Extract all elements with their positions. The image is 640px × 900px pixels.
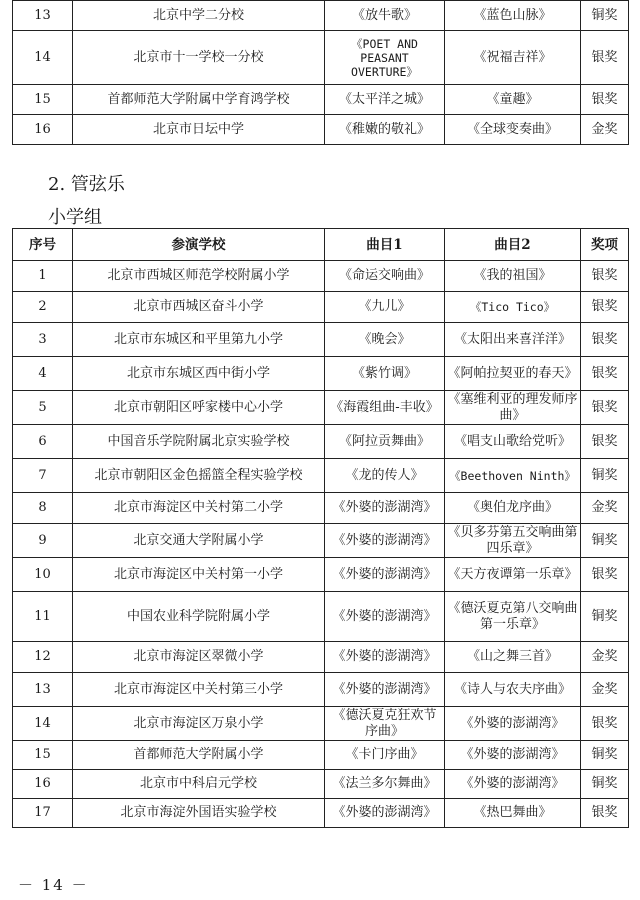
award: 银奖 <box>581 707 629 741</box>
piece-1: 《稚嫩的敬礼》 <box>325 115 445 145</box>
award: 铜奖 <box>581 770 629 799</box>
top-award-table <box>12 0 629 145</box>
row-number: 1 <box>13 261 73 292</box>
piece-2: 《贝多芬第五交响曲第四乐章》 <box>445 524 581 558</box>
piece-1: 《龙的传人》 <box>325 459 445 493</box>
piece-1: 《外婆的澎湖湾》 <box>325 524 445 558</box>
award: 银奖 <box>581 323 629 357</box>
piece-1: 《法兰多尔舞曲》 <box>325 770 445 799</box>
award: 银奖 <box>581 558 629 592</box>
table-row <box>13 799 629 828</box>
row-number: 2 <box>13 292 73 323</box>
award: 银奖 <box>581 292 629 323</box>
school-name: 北京市日坛中学 <box>73 115 325 145</box>
school-name: 北京市海淀区中关村第三小学 <box>73 673 325 707</box>
header-piece-2: 曲目2 <box>445 229 581 261</box>
header-number: 序号 <box>13 229 73 261</box>
award: 银奖 <box>581 261 629 292</box>
piece-2: 《外婆的澎湖湾》 <box>445 707 581 741</box>
piece-1: 《阿拉贡舞曲》 <box>325 425 445 459</box>
piece-2: 《诗人与农夫序曲》 <box>445 673 581 707</box>
school-name: 北京市海淀区翠微小学 <box>73 642 325 673</box>
school-name: 中国音乐学院附属北京实验学校 <box>73 425 325 459</box>
section-heading: 2. 管弦乐 <box>48 174 125 195</box>
piece-2: 《德沃夏克第八交响曲第一乐章》 <box>445 592 581 642</box>
school-name: 首都师范大学附属小学 <box>73 741 325 770</box>
table-row <box>13 642 629 673</box>
row-number: 7 <box>13 459 73 493</box>
row-number: 15 <box>13 741 73 770</box>
table-row <box>13 115 629 145</box>
school-name: 北京中学二分校 <box>73 1 325 31</box>
table-row <box>13 741 629 770</box>
table-row <box>13 85 629 115</box>
school-name: 北京市海淀区中关村第一小学 <box>73 558 325 592</box>
row-number: 15 <box>13 85 73 115</box>
row-number: 11 <box>13 592 73 642</box>
piece-1: 《太平洋之城》 <box>325 85 445 115</box>
page-number: － 14 － <box>18 876 89 894</box>
row-number: 14 <box>13 31 73 85</box>
primary-school-award-table <box>12 228 629 828</box>
row-number: 17 <box>13 799 73 828</box>
piece-2: 《太阳出来喜洋洋》 <box>445 323 581 357</box>
piece-2: 《蓝色山脉》 <box>445 1 581 31</box>
award: 银奖 <box>581 31 629 85</box>
school-name: 北京市西城区奋斗小学 <box>73 292 325 323</box>
row-number: 4 <box>13 357 73 391</box>
piece-1: 《外婆的澎湖湾》 <box>325 673 445 707</box>
school-name: 北京市东城区和平里第九小学 <box>73 323 325 357</box>
school-name: 北京市朝阳区金色摇篮全程实验学校 <box>73 459 325 493</box>
piece-2: 《塞维利亚的理发师序曲》 <box>445 391 581 425</box>
table-row <box>13 357 629 391</box>
award: 铜奖 <box>581 592 629 642</box>
row-number: 10 <box>13 558 73 592</box>
table-row <box>13 292 629 323</box>
piece-1: 《外婆的澎湖湾》 <box>325 558 445 592</box>
row-number: 5 <box>13 391 73 425</box>
school-name: 北京市海淀区中关村第二小学 <box>73 493 325 524</box>
award: 铜奖 <box>581 459 629 493</box>
row-number: 14 <box>13 707 73 741</box>
row-number: 3 <box>13 323 73 357</box>
piece-1: 《紫竹调》 <box>325 357 445 391</box>
table-header-row <box>13 229 629 261</box>
table-row <box>13 425 629 459</box>
piece-1: 《外婆的澎湖湾》 <box>325 799 445 828</box>
group-heading: 小学组 <box>48 207 102 228</box>
table-row <box>13 493 629 524</box>
piece-1: 《卡门序曲》 <box>325 741 445 770</box>
piece-2: 《奥伯龙序曲》 <box>445 493 581 524</box>
school-name: 北京市朝阳区呼家楼中心小学 <box>73 391 325 425</box>
piece-1: 《海霞组曲-丰收》 <box>325 391 445 425</box>
school-name: 北京市东城区西中街小学 <box>73 357 325 391</box>
header-award: 奖项 <box>581 229 629 261</box>
piece-2: 《祝福吉祥》 <box>445 31 581 85</box>
row-number: 8 <box>13 493 73 524</box>
piece-2: 《全球变奏曲》 <box>445 115 581 145</box>
row-number: 13 <box>13 1 73 31</box>
award: 铜奖 <box>581 741 629 770</box>
piece-2: 《山之舞三首》 <box>445 642 581 673</box>
piece-2: 《我的祖国》 <box>445 261 581 292</box>
table-row <box>13 770 629 799</box>
row-number: 13 <box>13 673 73 707</box>
table-row <box>13 673 629 707</box>
row-number: 12 <box>13 642 73 673</box>
header-school: 参演学校 <box>73 229 325 261</box>
award: 银奖 <box>581 85 629 115</box>
piece-1: 《晚会》 <box>325 323 445 357</box>
table-row <box>13 558 629 592</box>
award: 铜奖 <box>581 524 629 558</box>
table-row <box>13 459 629 493</box>
piece-1: 《九儿》 <box>325 292 445 323</box>
award: 铜奖 <box>581 1 629 31</box>
row-number: 6 <box>13 425 73 459</box>
piece-1: 《放牛歌》 <box>325 1 445 31</box>
table-row <box>13 707 629 741</box>
award: 金奖 <box>581 493 629 524</box>
table-row <box>13 31 629 85</box>
school-name: 北京市海淀区万泉小学 <box>73 707 325 741</box>
school-name: 中国农业科学院附属小学 <box>73 592 325 642</box>
row-number: 9 <box>13 524 73 558</box>
piece-1: 《命运交响曲》 <box>325 261 445 292</box>
row-number: 16 <box>13 115 73 145</box>
piece-1: 《外婆的澎湖湾》 <box>325 493 445 524</box>
piece-2: 《Beethoven Ninth》 <box>445 459 581 493</box>
row-number: 16 <box>13 770 73 799</box>
table-row <box>13 261 629 292</box>
header-piece-1: 曲目1 <box>325 229 445 261</box>
piece-1: 《外婆的澎湖湾》 <box>325 592 445 642</box>
piece-2: 《热巴舞曲》 <box>445 799 581 828</box>
award: 金奖 <box>581 673 629 707</box>
piece-2: 《阿帕拉契亚的春天》 <box>445 357 581 391</box>
table-row <box>13 592 629 642</box>
table-row <box>13 323 629 357</box>
school-name: 北京交通大学附属小学 <box>73 524 325 558</box>
piece-2: 《天方夜谭第一乐章》 <box>445 558 581 592</box>
school-name: 北京市西城区师范学校附属小学 <box>73 261 325 292</box>
piece-2: 《外婆的澎湖湾》 <box>445 741 581 770</box>
piece-2: 《童趣》 <box>445 85 581 115</box>
school-name: 北京市十一学校一分校 <box>73 31 325 85</box>
piece-1: 《外婆的澎湖湾》 <box>325 642 445 673</box>
piece-2: 《唱支山歌给党听》 <box>445 425 581 459</box>
award: 金奖 <box>581 115 629 145</box>
piece-2: 《Tico Tico》 <box>445 292 581 323</box>
table-row <box>13 391 629 425</box>
school-name: 首都师范大学附属中学育鸿学校 <box>73 85 325 115</box>
award: 金奖 <box>581 642 629 673</box>
table-row <box>13 1 629 31</box>
piece-2: 《外婆的澎湖湾》 <box>445 770 581 799</box>
award: 银奖 <box>581 357 629 391</box>
award: 银奖 <box>581 799 629 828</box>
school-name: 北京市中科启元学校 <box>73 770 325 799</box>
piece-1: 《德沃夏克狂欢节序曲》 <box>325 707 445 741</box>
piece-1: 《POET AND PEASANT OVERTURE》 <box>325 31 445 85</box>
table-row <box>13 524 629 558</box>
award: 银奖 <box>581 391 629 425</box>
school-name: 北京市海淀外国语实验学校 <box>73 799 325 828</box>
award: 银奖 <box>581 425 629 459</box>
